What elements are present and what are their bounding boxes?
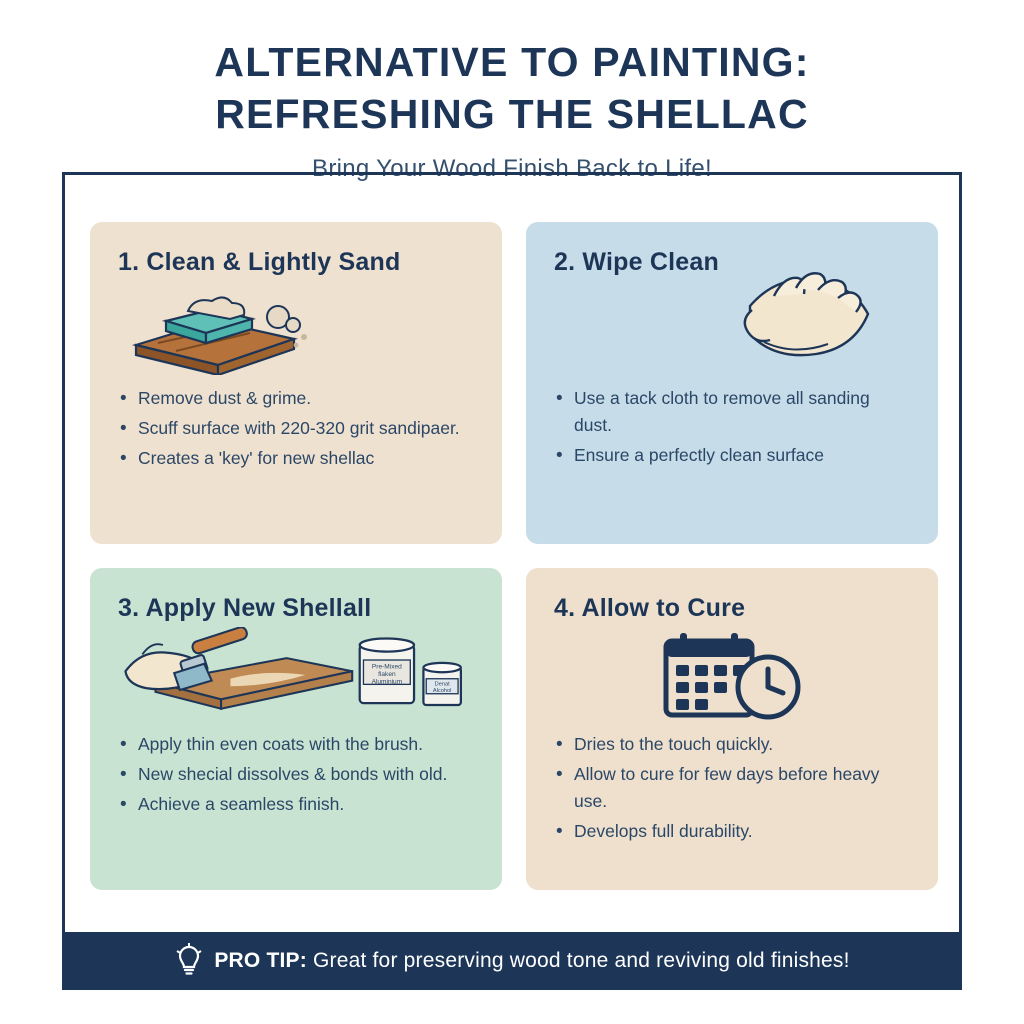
step-3-bullets — [118, 731, 474, 818]
pro-tip-body: Great for preserving wood tone and reviving old finishes! — [306, 949, 850, 972]
hand-with-brush-and-cans-icon — [118, 629, 474, 721]
list-item: • Achieve a seamless finish. — [118, 791, 474, 818]
hand-with-cloth-icon — [554, 283, 910, 375]
calendar-clock-icon — [554, 629, 910, 721]
step-3-title: 3. Apply New Shellall — [118, 594, 372, 622]
list-item: • Remove dust & grime. — [118, 385, 474, 412]
step-2-bullets — [554, 385, 910, 469]
list-item: • Dries to the touch quickly. — [554, 731, 910, 758]
svg-text:Pre-Mixed: Pre-Mixed — [371, 663, 402, 671]
list-item: • Ensure a perfectly clean surface — [554, 442, 910, 469]
step-1-bullets — [118, 385, 474, 472]
step-4-bullets — [554, 731, 910, 846]
page-title-line-1: ALTERNATIVE TO PAINTING: — [214, 39, 810, 85]
list-item: • Allow to cure for few days before heavy use. — [554, 761, 910, 815]
list-item: • Use a tack cloth to remove all sanding dust. — [554, 385, 910, 439]
list-item: • Apply thin even coats with the brush. — [118, 731, 474, 758]
step-card-1 — [90, 222, 502, 544]
svg-text:Denat: Denat — [434, 681, 450, 688]
step-4-title: 4. Allow to Cure — [554, 594, 746, 622]
pro-tip-banner — [62, 932, 962, 990]
step-card-3 — [90, 568, 502, 890]
steps-grid — [90, 222, 938, 890]
list-item: • Scuff surface with 220-320 grit sandipaer. — [118, 415, 474, 442]
pro-tip-label: PRO TIP: — [214, 949, 307, 972]
pro-tip-text — [214, 949, 849, 973]
step-2-title: 2. Wipe Clean — [554, 248, 719, 276]
svg-text:Aluminium: Aluminium — [371, 678, 403, 686]
svg-text:flaken: flaken — [378, 670, 396, 678]
lightbulb-icon — [174, 942, 204, 981]
step-card-4 — [526, 568, 938, 890]
sanding-block-on-wood-icon — [118, 283, 474, 375]
step-1-title: 1. Clean & Lightly Sand — [118, 248, 401, 276]
page-title-line-2: REFRESHING THE SHELLAC — [215, 91, 809, 138]
step-card-2 — [526, 222, 938, 544]
list-item: • New shecial dissolves & bonds with old. — [118, 761, 474, 788]
list-item: • Develops full durability. — [554, 818, 910, 845]
list-item: • Creates a 'key' for new shellac — [118, 445, 474, 472]
header — [34, 36, 990, 183]
svg-text:Alcohol: Alcohol — [432, 687, 452, 694]
page-subtitle: Bring Your Wood Finish Back to Life! — [312, 154, 712, 182]
